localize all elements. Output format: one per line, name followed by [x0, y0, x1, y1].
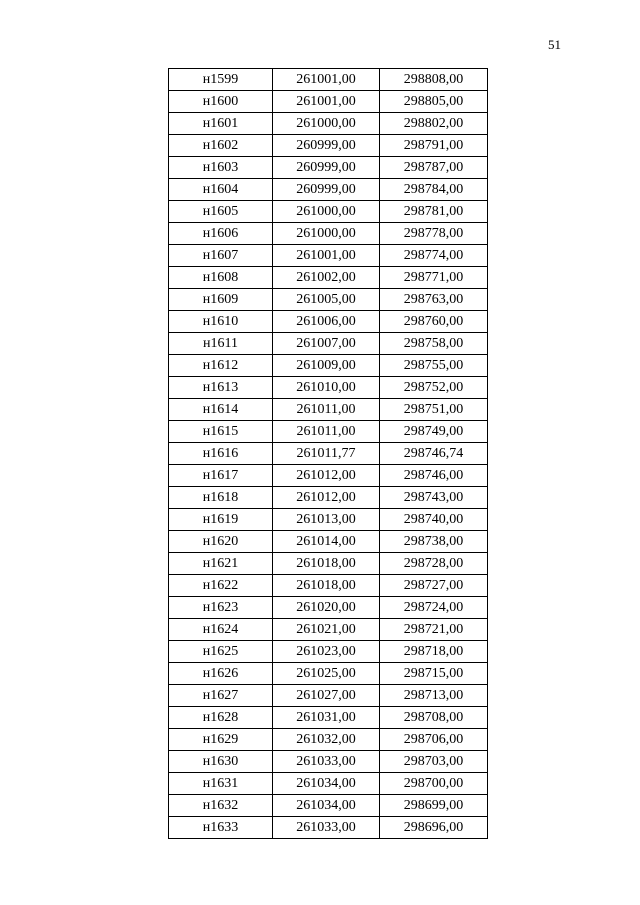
coordinates-table: [168, 68, 488, 839]
y-coordinate-cell: 298706,00: [380, 729, 488, 751]
coordinates-table-body: [169, 69, 488, 839]
point-name-cell: н1608: [169, 267, 273, 289]
y-coordinate-cell: 298713,00: [380, 685, 488, 707]
x-coordinate-cell: 261001,00: [273, 91, 380, 113]
table-row: [169, 465, 488, 487]
point-name-cell: н1619: [169, 509, 273, 531]
x-coordinate-cell: 261002,00: [273, 267, 380, 289]
y-coordinate-cell: 298708,00: [380, 707, 488, 729]
point-name-cell: н1632: [169, 795, 273, 817]
x-coordinate-cell: 261034,00: [273, 795, 380, 817]
point-name-cell: н1633: [169, 817, 273, 839]
table-row: [169, 157, 488, 179]
table-row: [169, 289, 488, 311]
x-coordinate-cell: 261033,00: [273, 751, 380, 773]
x-coordinate-cell: 261012,00: [273, 487, 380, 509]
table-row: [169, 751, 488, 773]
x-coordinate-cell: 261032,00: [273, 729, 380, 751]
y-coordinate-cell: 298763,00: [380, 289, 488, 311]
x-coordinate-cell: 260999,00: [273, 135, 380, 157]
y-coordinate-cell: 298758,00: [380, 333, 488, 355]
table-row: [169, 663, 488, 685]
table-row: [169, 267, 488, 289]
point-name-cell: н1613: [169, 377, 273, 399]
x-coordinate-cell: 261010,00: [273, 377, 380, 399]
point-name-cell: н1617: [169, 465, 273, 487]
y-coordinate-cell: 298781,00: [380, 201, 488, 223]
x-coordinate-cell: 261012,00: [273, 465, 380, 487]
table-row: [169, 575, 488, 597]
table-row: [169, 773, 488, 795]
point-name-cell: н1614: [169, 399, 273, 421]
x-coordinate-cell: 261011,00: [273, 421, 380, 443]
point-name-cell: н1622: [169, 575, 273, 597]
point-name-cell: н1600: [169, 91, 273, 113]
x-coordinate-cell: 261018,00: [273, 575, 380, 597]
x-coordinate-cell: 261014,00: [273, 531, 380, 553]
y-coordinate-cell: 298802,00: [380, 113, 488, 135]
x-coordinate-cell: 261000,00: [273, 113, 380, 135]
y-coordinate-cell: 298740,00: [380, 509, 488, 531]
table-row: [169, 817, 488, 839]
y-coordinate-cell: 298743,00: [380, 487, 488, 509]
y-coordinate-cell: 298699,00: [380, 795, 488, 817]
point-name-cell: н1626: [169, 663, 273, 685]
x-coordinate-cell: 261033,00: [273, 817, 380, 839]
y-coordinate-cell: 298752,00: [380, 377, 488, 399]
x-coordinate-cell: 261011,00: [273, 399, 380, 421]
y-coordinate-cell: 298727,00: [380, 575, 488, 597]
y-coordinate-cell: 298760,00: [380, 311, 488, 333]
table-row: [169, 619, 488, 641]
y-coordinate-cell: 298791,00: [380, 135, 488, 157]
x-coordinate-cell: 261031,00: [273, 707, 380, 729]
y-coordinate-cell: 298715,00: [380, 663, 488, 685]
y-coordinate-cell: 298751,00: [380, 399, 488, 421]
point-name-cell: н1630: [169, 751, 273, 773]
table-row: [169, 707, 488, 729]
x-coordinate-cell: 261021,00: [273, 619, 380, 641]
page-number: 51: [548, 37, 561, 52]
y-coordinate-cell: 298721,00: [380, 619, 488, 641]
table-row: [169, 531, 488, 553]
point-name-cell: н1625: [169, 641, 273, 663]
table-row: [169, 179, 488, 201]
point-name-cell: н1604: [169, 179, 273, 201]
table-row: [169, 729, 488, 751]
y-coordinate-cell: 298787,00: [380, 157, 488, 179]
point-name-cell: н1602: [169, 135, 273, 157]
point-name-cell: н1620: [169, 531, 273, 553]
point-name-cell: н1621: [169, 553, 273, 575]
x-coordinate-cell: 261011,77: [273, 443, 380, 465]
table-row: [169, 311, 488, 333]
table-row: [169, 201, 488, 223]
x-coordinate-cell: 260999,00: [273, 179, 380, 201]
table-row: [169, 91, 488, 113]
point-name-cell: н1629: [169, 729, 273, 751]
table-row: [169, 377, 488, 399]
x-coordinate-cell: 261034,00: [273, 773, 380, 795]
y-coordinate-cell: 298696,00: [380, 817, 488, 839]
table-row: [169, 355, 488, 377]
table-row: [169, 685, 488, 707]
x-coordinate-cell: 261023,00: [273, 641, 380, 663]
y-coordinate-cell: 298771,00: [380, 267, 488, 289]
y-coordinate-cell: 298784,00: [380, 179, 488, 201]
table-row: [169, 333, 488, 355]
point-name-cell: н1611: [169, 333, 273, 355]
x-coordinate-cell: 261007,00: [273, 333, 380, 355]
x-coordinate-cell: 260999,00: [273, 157, 380, 179]
x-coordinate-cell: 261001,00: [273, 245, 380, 267]
table-row: [169, 553, 488, 575]
x-coordinate-cell: 261001,00: [273, 69, 380, 91]
point-name-cell: н1615: [169, 421, 273, 443]
y-coordinate-cell: 298755,00: [380, 355, 488, 377]
y-coordinate-cell: 298703,00: [380, 751, 488, 773]
table-row: [169, 597, 488, 619]
table-row: [169, 641, 488, 663]
point-name-cell: н1599: [169, 69, 273, 91]
table-row: [169, 487, 488, 509]
table-row: [169, 113, 488, 135]
point-name-cell: н1627: [169, 685, 273, 707]
point-name-cell: н1607: [169, 245, 273, 267]
table-row: [169, 399, 488, 421]
point-name-cell: н1631: [169, 773, 273, 795]
point-name-cell: н1603: [169, 157, 273, 179]
point-name-cell: н1605: [169, 201, 273, 223]
y-coordinate-cell: 298749,00: [380, 421, 488, 443]
table-row: [169, 509, 488, 531]
table-row: [169, 223, 488, 245]
y-coordinate-cell: 298718,00: [380, 641, 488, 663]
x-coordinate-cell: 261005,00: [273, 289, 380, 311]
y-coordinate-cell: 298805,00: [380, 91, 488, 113]
x-coordinate-cell: 261018,00: [273, 553, 380, 575]
point-name-cell: н1618: [169, 487, 273, 509]
x-coordinate-cell: 261025,00: [273, 663, 380, 685]
point-name-cell: н1601: [169, 113, 273, 135]
table-row: [169, 245, 488, 267]
x-coordinate-cell: 261027,00: [273, 685, 380, 707]
y-coordinate-cell: 298700,00: [380, 773, 488, 795]
point-name-cell: н1612: [169, 355, 273, 377]
point-name-cell: н1616: [169, 443, 273, 465]
y-coordinate-cell: 298778,00: [380, 223, 488, 245]
table-row: [169, 795, 488, 817]
y-coordinate-cell: 298738,00: [380, 531, 488, 553]
point-name-cell: н1624: [169, 619, 273, 641]
x-coordinate-cell: 261000,00: [273, 201, 380, 223]
point-name-cell: н1606: [169, 223, 273, 245]
table-row: [169, 69, 488, 91]
y-coordinate-cell: 298774,00: [380, 245, 488, 267]
table-row: [169, 135, 488, 157]
y-coordinate-cell: 298746,74: [380, 443, 488, 465]
table-row: [169, 443, 488, 465]
y-coordinate-cell: 298746,00: [380, 465, 488, 487]
x-coordinate-cell: 261000,00: [273, 223, 380, 245]
point-name-cell: н1609: [169, 289, 273, 311]
x-coordinate-cell: 261013,00: [273, 509, 380, 531]
x-coordinate-cell: 261020,00: [273, 597, 380, 619]
y-coordinate-cell: 298724,00: [380, 597, 488, 619]
y-coordinate-cell: 298728,00: [380, 553, 488, 575]
x-coordinate-cell: 261009,00: [273, 355, 380, 377]
table-row: [169, 421, 488, 443]
point-name-cell: н1628: [169, 707, 273, 729]
point-name-cell: н1610: [169, 311, 273, 333]
x-coordinate-cell: 261006,00: [273, 311, 380, 333]
y-coordinate-cell: 298808,00: [380, 69, 488, 91]
point-name-cell: н1623: [169, 597, 273, 619]
